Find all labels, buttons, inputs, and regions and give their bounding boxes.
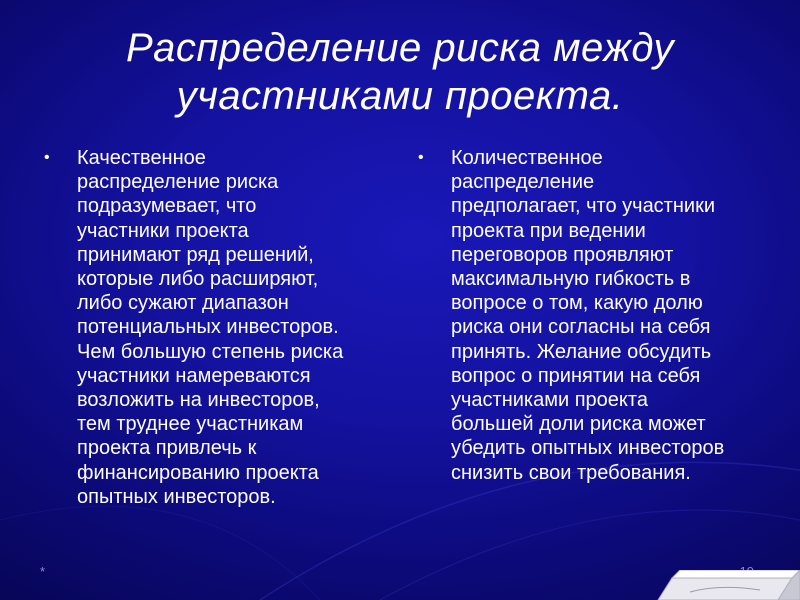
quantitative-distribution-text: Количественное распределение предполагает, что участники проекта при ведении переговоров проявляют максимальную гибкость в вопросе о том, какую долю риска они согласны на себя принять. Желание обсудить вопрос о принятии на себя участниками проекта большей доли риска может убедить опытных инвесторов снизить свои требования. xyxy=(451,147,725,484)
left-column xyxy=(44,146,384,509)
footer-marker: * xyxy=(40,564,46,579)
bullet-item-quantitative xyxy=(418,146,768,485)
corner-box-icon xyxy=(650,570,800,600)
qualitative-distribution-text: Качественное распределение риска подразумевает, что участники проекта принимают ряд решений, которые либо расширяют, либо сужают диапазон потенциальных инвесторов. Чем большую степень риска участники намереваются возложить на инвесторов, тем труднее участникам проекта привлечь к финансированию проекта опытных инвесторов. xyxy=(77,147,344,508)
bullet-icon: • xyxy=(418,149,424,166)
bullet-icon: • xyxy=(44,149,50,166)
slide-title: Распределение риска между участниками проекта. xyxy=(125,26,675,118)
right-column xyxy=(418,146,768,485)
bullet-item-qualitative xyxy=(44,146,384,509)
